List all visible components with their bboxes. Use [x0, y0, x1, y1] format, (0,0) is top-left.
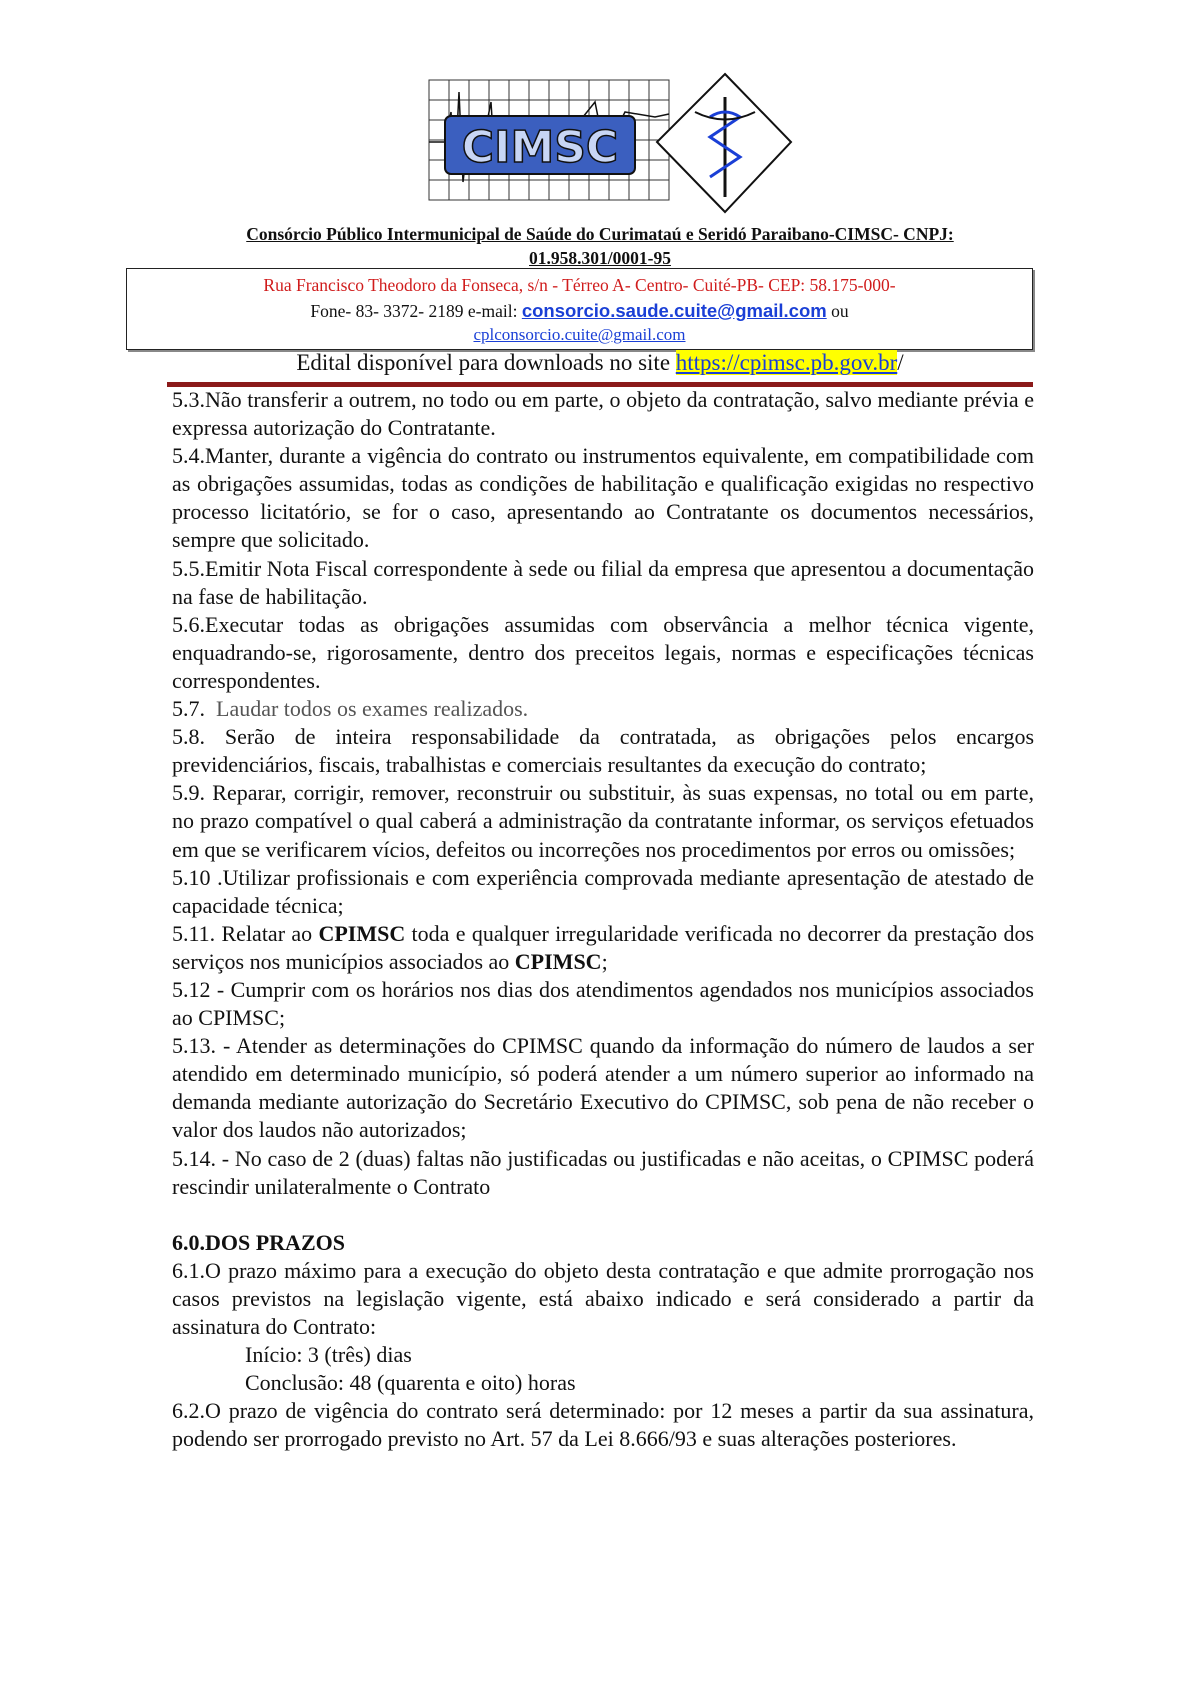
contact-box	[126, 268, 1033, 350]
contact-line: Fone- 83- 3372- 2189 e-mail: consorcio.saude.cuite@gmail.com ou	[310, 300, 849, 321]
clause-5-7: 5.7. Laudar todos os exames realizados.	[172, 696, 529, 722]
org-title: Consórcio Público Intermunicipal de Saúde do Curimataú e Seridó Paraibano-CIMSC- CNPJ: 01.958.301/0001-95	[246, 224, 954, 268]
clause-5-12: 5.12 - Cumprir com os horários nos dias dos atendimentos agendados nos municípios associados ao CPIMSC;	[172, 976, 1034, 1031]
email-link-secondary[interactable]: cplconsorcio.cuite@gmail.com	[473, 325, 686, 344]
clause-5-5: 5.5.Emitir Nota Fiscal correspondente à sede ou filial da empresa que apresentou a documentação na fase de habilitação.	[172, 555, 1034, 609]
cimsc-logo	[425, 72, 795, 220]
edital-line: Edital disponível para downloads no site https://cpimsc.pb.gov.br/	[296, 350, 904, 375]
email-link-primary[interactable]: consorcio.saude.cuite@gmail.com	[521, 300, 827, 321]
clause-5-9: 5.9. Reparar, corrigir, remover, reconstruir ou substituir, às suas expensas, no total ou em parte, no prazo compatível o qual caberá a administração da contratante informar, os serviços efetuados em que se verificarem vícios, defeitos ou incorreções nos procedimentos por erros ou omissões;	[172, 780, 1034, 862]
term-conclusion: Conclusão: 48 (quarenta e oito) horas	[245, 1370, 576, 1396]
clause-5-11: 5.11. Relatar ao CPIMSC toda e qualquer irregularidade verificada no decorrer da prestação dos serviços nos municípios associados ao CPIMSC;	[172, 920, 1035, 974]
clause-5-3: 5.3.Não transferir a outrem, no todo ou em parte, o objeto da contratação, salvo mediante prévia e expressa autorização do Contratante.	[172, 387, 1034, 441]
clause-6-1: 6.1.O prazo máximo para a execução do objeto desta contratação e que admite prorrogação nos casos previstos na legislação vigente, está abaixo indicado e será considerado a partir da assinatura do Contrato:	[172, 1257, 1034, 1339]
section-heading-prazos: 6.0.DOS PRAZOS	[172, 1229, 345, 1255]
clause-5-6: 5.6.Executar todas as obrigações assumidas com observância a melhor técnica vigente, enquadrando-se, rigorosamente, dentro dos preceitos legais, normas e especificações técnicas correspondentes.	[172, 611, 1034, 693]
site-link[interactable]: https://cpimsc.pb.gov.br	[675, 350, 898, 375]
address: Rua Francisco Theodoro da Fonseca, s/n - Térreo A- Centro- Cuité-PB- CEP: 58.175-000-	[263, 275, 896, 295]
clause-5-14: 5.14. - No caso de 2 (duas) faltas não justificadas ou justificadas e não aceitas, o CPIMSC poderá rescindir unilateralmente o Contrato	[172, 1145, 1034, 1199]
document-body	[172, 386, 1034, 1453]
logo-text: CIMSC	[461, 122, 619, 173]
clause-5-8: 5.8. Serão de inteira responsabilidade da contratada, as obrigações pelos encargos previdenciários, fiscais, trabalhistas e comerciais resultantes da execução do contrato;	[172, 724, 1034, 778]
term-start: Início: 3 (três) dias	[245, 1342, 412, 1368]
clause-6-2: 6.2.O prazo de vigência do contrato será determinado: por 12 meses a partir da sua assinatura, podendo ser prorrogado previsto no Art. 57 da Lei 8.666/93 e suas alterações posteriores.	[172, 1398, 1034, 1452]
clause-5-10: 5.10 .Utilizar profissionais e com experiência comprovada mediante apresentação de atestado de capacidade técnica;	[172, 864, 1034, 918]
clause-5-13: 5.13. - Atender as determinações do CPIMSC quando da informação do número de laudos a ser atendido em determinado município, só poderá atender a um número superior ao informado na demanda mediante autorização do Secretário Executivo do CPIMSC, sob pena de não receber o valor dos laudos não autorizados;	[172, 1033, 1034, 1143]
clause-5-4: 5.4.Manter, durante a vigência do contrato ou instrumentos equivalente, em compatibilidade com as obrigações assumidas, todas as condições de habilitação e qualificação exigidas no respectivo processo licitatório, se for o caso, apresentando ao Contratante os documentos necessários, sempre que solicitado.	[172, 443, 1034, 553]
